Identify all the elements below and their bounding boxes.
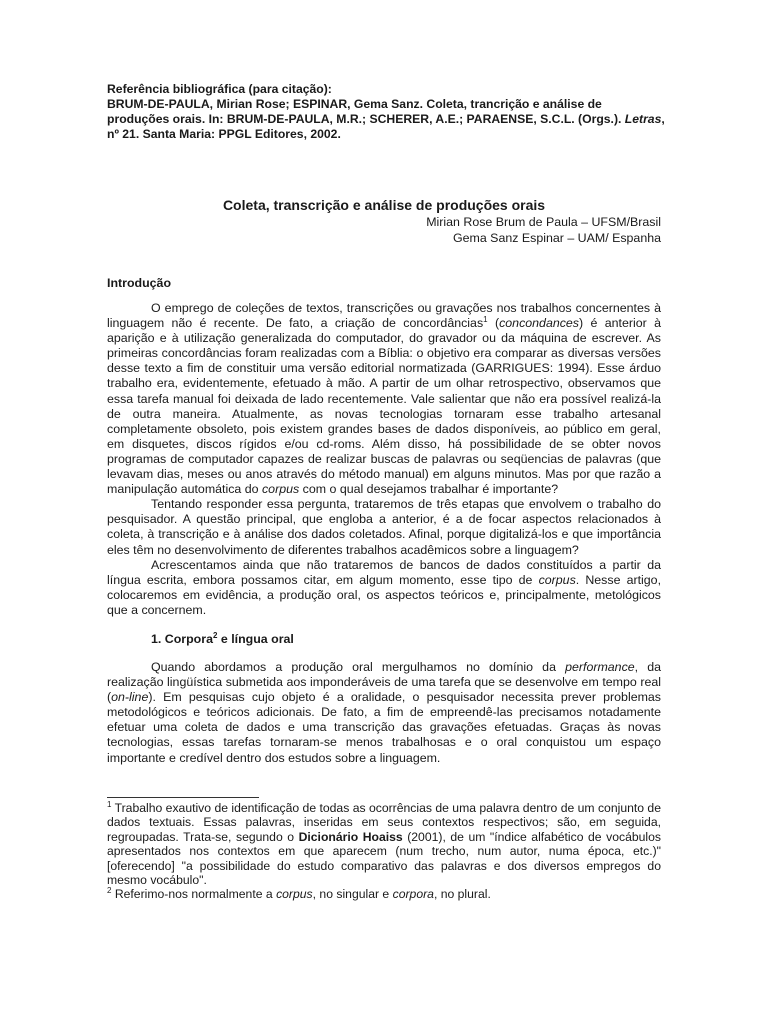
paragraph: Tentando responder essa pergunta, trataremos de três etapas que envolvem o trabalho do pesquisador. A questão principal, que engloba a anterior, é a de focar aspectos relacionados à coleta, à transcrição e à análise dos dados coletados. Afinal, porque digitalizá-los e que importância eles têm no desenvolvimento de diferentes trabalhos acadêmicos sobre a linguagem? <box>107 497 661 557</box>
section1-body <box>107 660 661 766</box>
italic-term: performance <box>565 660 635 674</box>
citation-heading: Referência bibliográfica (para citação): <box>107 82 332 96</box>
article-title: Coleta, transcrição e análise de produções orais <box>222 197 546 213</box>
text-run: ). Em pesquisas cujo objeto é a oralidade, o pesquisador necessita prever problemas metodológicos e teóricos adicionais. De fato, a fim de empreendê-las precisamos notadamente efetuar uma coleta de dados e uma transcrição das gravações efetuadas. Graças às novas tecnologias, essas tarefas tornaram-se menos trabalhosas e o oral conquistou um espaço importante e credível dentro dos estudos sobre a linguagem. <box>107 690 661 765</box>
section-heading-introducao: Introdução <box>107 276 172 290</box>
italic-term: corpus <box>261 482 300 497</box>
italic-term: corpora <box>392 887 434 902</box>
citation-journal: Letras <box>624 112 662 126</box>
text-run: com o qual desejamos trabalhar é importante? <box>299 482 559 497</box>
citation-ref-part2: , nº 21. Santa Maria: PPGL Editores, 2002. <box>107 112 665 141</box>
text-run: Referimo-nos normalmente a <box>111 887 277 902</box>
heading-text: e língua oral <box>217 632 294 646</box>
text-run: (2001), de um "índice alfabético de vocábulos apresentados nos contextos em que aparecem (num trecho, num autor, numa época, etc.)" [oferecendo] "a possibilidade do estudo comparativo das palavras e dos diversos empregos do mesmo vocábulo". <box>107 829 661 888</box>
text-run: . Nesse artigo, colocaremos em evidência, a produção oral, os aspectos teóricos e, principalmente, metológicos que a concernem. <box>107 572 662 617</box>
text-run: ) é anterior à aparição e à utilização generalizada do computador, do gravador ou da máquina de escrever. As primeiras concordâncias foram realizadas com a Bíblia: o objetivo era comparar as diversas versões desse texto a fim de constituir uma versão editorial normatizada (GARRIGUES: 1994). Esse árduo trabalho era, evidentemente, efetuado à mão. A partir de um olhar retrospectivo, observamos que essa tarefa manual foi deixada de lado recentemente. Vale salientar que não era possível realizá-la de outra maneira. Atualmente, as novas tecnologias tornaram esse trabalho artesanal completamente obsoleto, pois existem grandes bases de dados disponíveis, ao público em geral, em disquetes, discos rígidos e/ou cd-roms. Além disso, há possibilidade de se obter novos programas de computador capazes de realizar buscas de palavras ou seqüencias de palavras (que levavam dias, meses ou anos através do método manual) em alguns minutos. Mas por que razão a manipulação automática do <box>107 316 661 497</box>
introduction-body <box>107 301 661 618</box>
citation-ref-part1: BRUM-DE-PAULA, Mirian Rose; ESPINAR, Gema Sanz. Coleta, trancrição e análise de produções orais. In: BRUM-DE-PAULA, M.R.; SCHERER, A.E.; PARAENSE, S.C.L. (Orgs.). <box>107 97 622 126</box>
italic-term: corpus <box>276 887 313 902</box>
section-heading-corpora <box>151 632 294 647</box>
text-run: Acrescentamos ainda que não trataremos de bancos de dados constituídos a partir da língua escrita, embora possamos citar, em algum momento, esse tipo de <box>107 557 661 587</box>
text-run: , da realização lingüística submetida aos imponderáveis de uma tarefa que se desenvolve em tempo real ( <box>107 660 662 705</box>
text-run: , no singular e <box>312 887 393 902</box>
text-run: Trabalho exautivo de identificação de todas as ocorrências de uma palavra dentro de um conjunto de dados textuais. Essas palavras, inseridas em seus contextos respectivos; são, em seguida, regroupadas. Trata-se, segundo o <box>107 801 661 844</box>
bold-term: Dicionário Hoaiss <box>298 829 403 844</box>
footnote-separator <box>107 797 259 798</box>
italic-term: on-line <box>111 690 149 705</box>
footnote-1 <box>107 801 661 887</box>
italic-term: concondances <box>499 316 580 331</box>
text-run: ( <box>487 316 500 331</box>
heading-text: 1. Corpora <box>151 632 213 646</box>
italic-term: corpus <box>538 572 576 587</box>
footnote-number: 2 <box>107 886 112 896</box>
footnotes <box>107 801 661 902</box>
footnote-ref-2: 2 <box>212 630 218 640</box>
footnote-2 <box>107 887 661 901</box>
paragraph <box>107 301 661 497</box>
text-run: , no plural. <box>433 887 491 902</box>
author-list <box>300 214 661 246</box>
citation-reference <box>107 97 667 142</box>
text-run: O emprego de coleções de textos, transcrições ou gravações nos trabalhos concernentes à linguagem não é recente. De fato, a criação de concordâncias <box>107 301 661 331</box>
paragraph <box>107 660 661 766</box>
text-run: Quando abordamos a produção oral mergulhamos no domínio da <box>151 660 566 674</box>
paragraph <box>107 558 661 618</box>
footnote-ref-1: 1 <box>483 314 488 324</box>
citation-block <box>107 82 667 142</box>
author-2: Gema Sanz Espinar – UAM/ Espanha <box>453 231 661 245</box>
author-1: Mirian Rose Brum de Paula – UFSM/Brasil <box>426 215 661 229</box>
footnote-number: 1 <box>107 799 112 809</box>
